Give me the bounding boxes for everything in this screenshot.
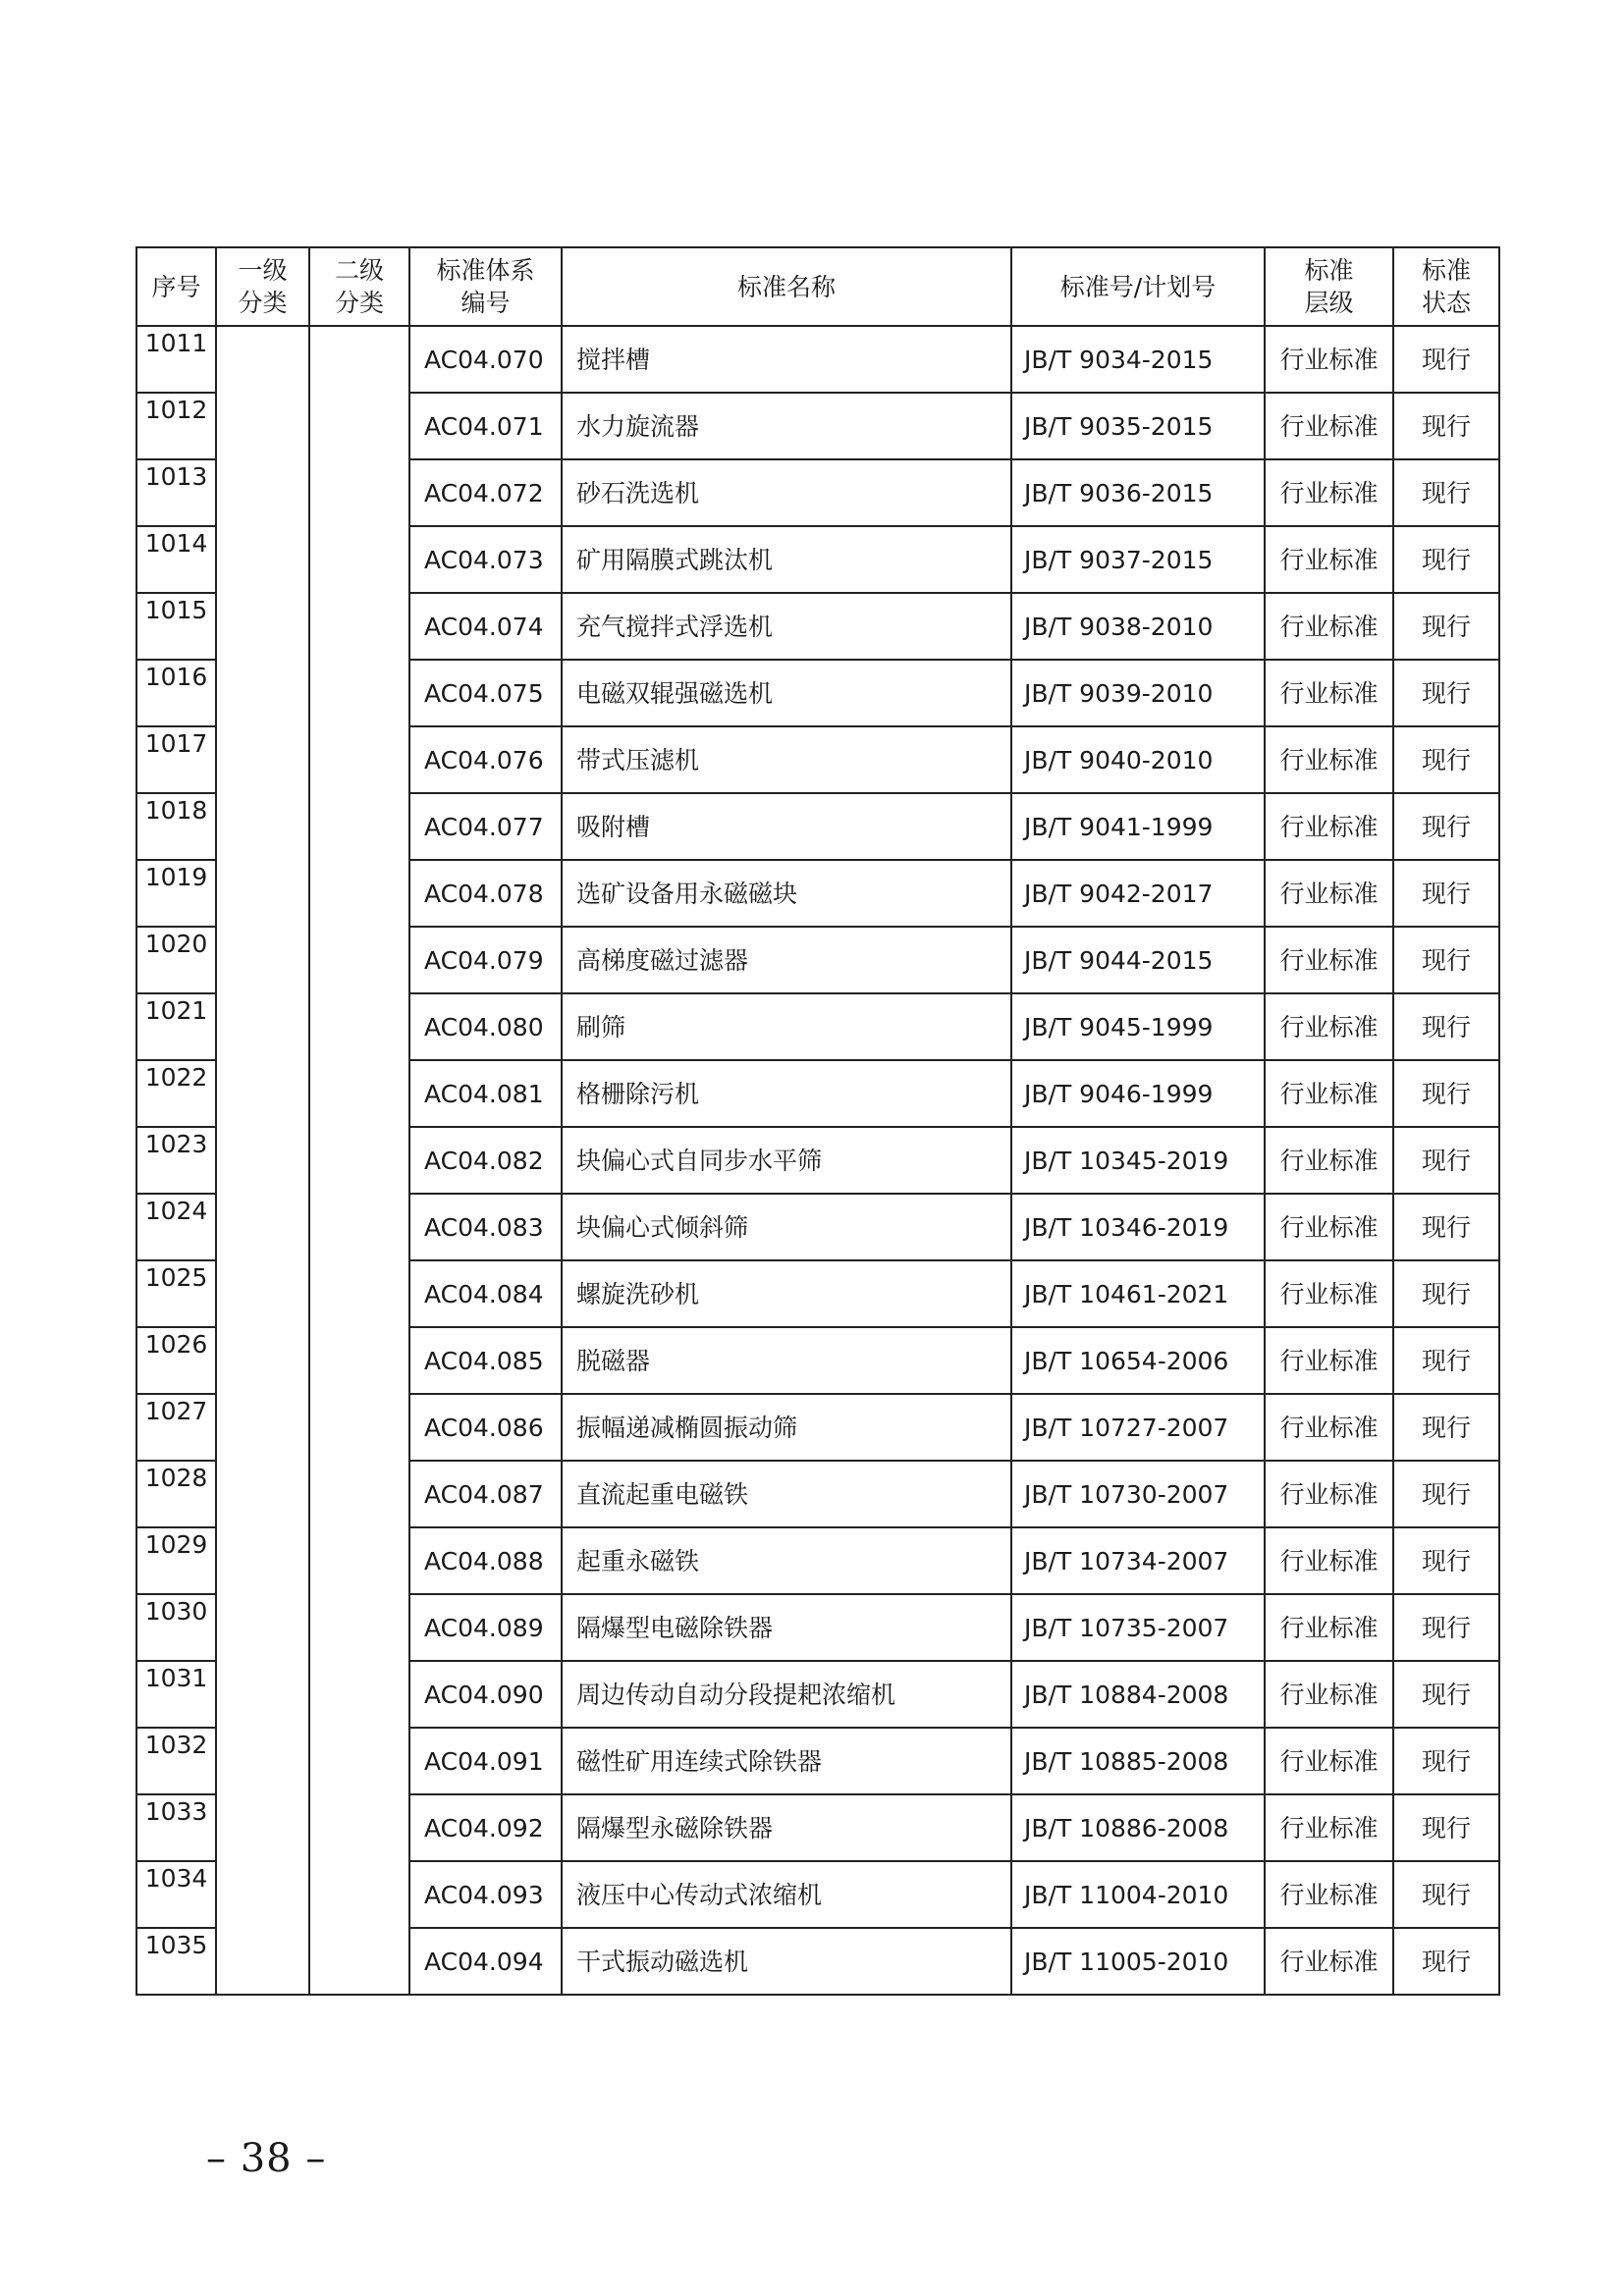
row-name-cell: 直流起重电磁铁 [562, 1461, 1011, 1527]
row-seq-cell: 1022 [136, 1060, 216, 1127]
row-level-cell: 行业标准 [1265, 1594, 1393, 1661]
header-level1-line2: 分类 [238, 289, 288, 317]
header-level1-line1: 一级 [238, 256, 288, 285]
row-name-cell: 选矿设备用永磁磁块 [562, 860, 1011, 927]
header-code-line2: 编号 [460, 289, 511, 317]
row-level-cell: 行业标准 [1265, 860, 1393, 927]
row-code-cell: AC04.082 [409, 1127, 562, 1194]
row-name-cell: 块偏心式倾斜筛 [562, 1194, 1011, 1260]
row-level-cell: 行业标准 [1265, 593, 1393, 660]
row-seq-cell: 1031 [136, 1661, 216, 1728]
header-code [409, 247, 562, 326]
row-number-cell: JB/T 11005-2010 [1011, 1928, 1265, 1995]
row-code-cell: AC04.091 [409, 1728, 562, 1794]
row-name-cell: 螺旋洗砂机 [562, 1260, 1011, 1327]
row-name-cell: 液压中心传动式浓缩机 [562, 1861, 1011, 1928]
row-level-cell: 行业标准 [1265, 526, 1393, 593]
row-number-cell: JB/T 9037-2015 [1011, 526, 1265, 593]
row-seq-cell: 1028 [136, 1461, 216, 1527]
row-seq-cell: 1025 [136, 1260, 216, 1327]
header-level2-line2: 分类 [334, 289, 384, 317]
row-status-cell: 现行 [1393, 660, 1499, 726]
row-status-cell: 现行 [1393, 326, 1499, 393]
row-number-cell: JB/T 9040-2010 [1011, 726, 1265, 793]
row-status-cell: 现行 [1393, 1794, 1499, 1861]
header-level-line2: 层级 [1304, 289, 1354, 317]
row-code-cell: AC04.084 [409, 1260, 562, 1327]
row-seq-cell: 1033 [136, 1794, 216, 1861]
row-name-cell: 周边传动自动分段提耙浓缩机 [562, 1661, 1011, 1728]
row-code-cell: AC04.072 [409, 459, 562, 526]
row-name-cell: 电磁双辊强磁选机 [562, 660, 1011, 726]
row-level-cell: 行业标准 [1265, 1394, 1393, 1461]
row-code-cell: AC04.074 [409, 593, 562, 660]
row-code-cell: AC04.070 [409, 326, 562, 393]
header-number-line: 标准号/计划号 [1059, 272, 1217, 301]
row-code-cell: AC04.078 [409, 860, 562, 927]
row-status-cell: 现行 [1393, 726, 1499, 793]
row-seq-cell: 1029 [136, 1527, 216, 1594]
row-name-cell: 搅拌槽 [562, 326, 1011, 393]
row-number-cell: JB/T 9039-2010 [1011, 660, 1265, 726]
row-level-cell: 行业标准 [1265, 993, 1393, 1060]
row-seq-cell: 1014 [136, 526, 216, 593]
header-status-line2: 状态 [1421, 289, 1471, 317]
row-code-cell: AC04.088 [409, 1527, 562, 1594]
row-name-cell: 隔爆型永磁除铁器 [562, 1794, 1011, 1861]
row-name-cell: 磁性矿用连续式除铁器 [562, 1728, 1011, 1794]
row-name-cell: 带式压滤机 [562, 726, 1011, 793]
header-level-line1: 标准 [1304, 256, 1354, 285]
row-seq-cell: 1013 [136, 459, 216, 526]
table-header [136, 247, 1499, 326]
row-code-cell: AC04.083 [409, 1194, 562, 1260]
standards-table [135, 246, 1500, 1996]
row-status-cell: 现行 [1393, 1728, 1499, 1794]
row-level-cell: 行业标准 [1265, 1728, 1393, 1794]
header-seq-line: 序号 [151, 272, 201, 301]
row-status-cell: 现行 [1393, 459, 1499, 526]
row-number-cell: JB/T 9041-1999 [1011, 793, 1265, 860]
row-number-cell: JB/T 10885-2008 [1011, 1728, 1265, 1794]
header-status [1393, 247, 1499, 326]
row-name-cell: 充气搅拌式浮选机 [562, 593, 1011, 660]
row-code-cell: AC04.075 [409, 660, 562, 726]
row-name-cell: 块偏心式自同步水平筛 [562, 1127, 1011, 1194]
row-code-cell: AC04.081 [409, 1060, 562, 1127]
row-level-cell: 行业标准 [1265, 393, 1393, 459]
row-status-cell: 现行 [1393, 1928, 1499, 1995]
row-code-cell: AC04.090 [409, 1661, 562, 1728]
row-status-cell: 现行 [1393, 1394, 1499, 1461]
row-seq-cell: 1026 [136, 1327, 216, 1394]
row-level-cell: 行业标准 [1265, 660, 1393, 726]
row-status-cell: 现行 [1393, 526, 1499, 593]
row-level-cell: 行业标准 [1265, 1527, 1393, 1594]
table-row [136, 326, 1499, 393]
row-seq-cell: 1023 [136, 1127, 216, 1194]
row-code-cell: AC04.079 [409, 927, 562, 993]
header-name-line: 标准名称 [736, 272, 836, 301]
row-status-cell: 现行 [1393, 993, 1499, 1060]
row-status-cell: 现行 [1393, 1594, 1499, 1661]
row-name-cell: 起重永磁铁 [562, 1527, 1011, 1594]
row-status-cell: 现行 [1393, 1461, 1499, 1527]
row-status-cell: 现行 [1393, 793, 1499, 860]
row-name-cell: 振幅递减椭圆振动筛 [562, 1394, 1011, 1461]
row-level-cell: 行业标准 [1265, 326, 1393, 393]
row-status-cell: 现行 [1393, 1127, 1499, 1194]
row-seq-cell: 1035 [136, 1928, 216, 1995]
row-level-cell: 行业标准 [1265, 1127, 1393, 1194]
row-name-cell: 砂石洗选机 [562, 459, 1011, 526]
row-status-cell: 现行 [1393, 1194, 1499, 1260]
row-level-cell: 行业标准 [1265, 1194, 1393, 1260]
row-number-cell: JB/T 9046-1999 [1011, 1060, 1265, 1127]
header-status-line1: 标准 [1421, 256, 1471, 285]
row-number-cell: JB/T 11004-2010 [1011, 1861, 1265, 1928]
header-level [1265, 247, 1393, 326]
row-level-cell: 行业标准 [1265, 1928, 1393, 1995]
row-number-cell: JB/T 10886-2008 [1011, 1794, 1265, 1861]
header-level2 [309, 247, 409, 326]
level2-category-cell [309, 326, 409, 1995]
row-code-cell: AC04.076 [409, 726, 562, 793]
row-number-cell: JB/T 10727-2007 [1011, 1394, 1265, 1461]
row-code-cell: AC04.089 [409, 1594, 562, 1661]
table-body [136, 326, 1499, 1995]
row-level-cell: 行业标准 [1265, 1861, 1393, 1928]
row-level-cell: 行业标准 [1265, 1461, 1393, 1527]
page-number: – 38 – [206, 2136, 327, 2181]
header-code-line1: 标准体系 [436, 256, 535, 285]
header-row [136, 247, 1499, 326]
row-status-cell: 现行 [1393, 393, 1499, 459]
row-code-cell: AC04.092 [409, 1794, 562, 1861]
row-seq-cell: 1018 [136, 793, 216, 860]
row-level-cell: 行业标准 [1265, 1327, 1393, 1394]
header-level1 [216, 247, 309, 326]
row-code-cell: AC04.093 [409, 1861, 562, 1928]
row-seq-cell: 1016 [136, 660, 216, 726]
row-level-cell: 行业标准 [1265, 459, 1393, 526]
row-level-cell: 行业标准 [1265, 1661, 1393, 1728]
row-number-cell: JB/T 9038-2010 [1011, 593, 1265, 660]
row-name-cell: 隔爆型电磁除铁器 [562, 1594, 1011, 1661]
row-code-cell: AC04.087 [409, 1461, 562, 1527]
row-name-cell: 高梯度磁过滤器 [562, 927, 1011, 993]
row-seq-cell: 1030 [136, 1594, 216, 1661]
row-seq-cell: 1032 [136, 1728, 216, 1794]
row-number-cell: JB/T 10461-2021 [1011, 1260, 1265, 1327]
row-name-cell: 吸附槽 [562, 793, 1011, 860]
row-number-cell: JB/T 10884-2008 [1011, 1661, 1265, 1728]
row-name-cell: 格栅除污机 [562, 1060, 1011, 1127]
row-number-cell: JB/T 10730-2007 [1011, 1461, 1265, 1527]
row-number-cell: JB/T 9036-2015 [1011, 459, 1265, 526]
row-code-cell: AC04.086 [409, 1394, 562, 1461]
row-name-cell: 干式振动磁选机 [562, 1928, 1011, 1995]
header-level2-line1: 二级 [334, 256, 384, 285]
row-level-cell: 行业标准 [1265, 793, 1393, 860]
header-seq [136, 247, 216, 326]
row-status-cell: 现行 [1393, 1060, 1499, 1127]
row-status-cell: 现行 [1393, 927, 1499, 993]
row-status-cell: 现行 [1393, 1260, 1499, 1327]
level1-category-cell [216, 326, 309, 1995]
row-number-cell: JB/T 10345-2019 [1011, 1127, 1265, 1194]
row-code-cell: AC04.094 [409, 1928, 562, 1995]
row-seq-cell: 1034 [136, 1861, 216, 1928]
row-name-cell: 脱磁器 [562, 1327, 1011, 1394]
row-number-cell: JB/T 9034-2015 [1011, 326, 1265, 393]
row-status-cell: 现行 [1393, 860, 1499, 927]
row-seq-cell: 1021 [136, 993, 216, 1060]
row-number-cell: JB/T 9035-2015 [1011, 393, 1265, 459]
row-level-cell: 行业标准 [1265, 1794, 1393, 1861]
row-status-cell: 现行 [1393, 1861, 1499, 1928]
row-seq-cell: 1019 [136, 860, 216, 927]
row-seq-cell: 1012 [136, 393, 216, 459]
row-seq-cell: 1011 [136, 326, 216, 393]
row-number-cell: JB/T 10346-2019 [1011, 1194, 1265, 1260]
row-status-cell: 现行 [1393, 1327, 1499, 1394]
header-number [1011, 247, 1265, 326]
row-code-cell: AC04.077 [409, 793, 562, 860]
row-seq-cell: 1027 [136, 1394, 216, 1461]
row-number-cell: JB/T 10734-2007 [1011, 1527, 1265, 1594]
row-code-cell: AC04.073 [409, 526, 562, 593]
row-number-cell: JB/T 9045-1999 [1011, 993, 1265, 1060]
row-name-cell: 矿用隔膜式跳汰机 [562, 526, 1011, 593]
row-number-cell: JB/T 10654-2006 [1011, 1327, 1265, 1394]
row-seq-cell: 1017 [136, 726, 216, 793]
row-code-cell: AC04.085 [409, 1327, 562, 1394]
row-level-cell: 行业标准 [1265, 1060, 1393, 1127]
row-seq-cell: 1015 [136, 593, 216, 660]
row-status-cell: 现行 [1393, 1527, 1499, 1594]
row-seq-cell: 1024 [136, 1194, 216, 1260]
row-number-cell: JB/T 10735-2007 [1011, 1594, 1265, 1661]
row-seq-cell: 1020 [136, 927, 216, 993]
row-level-cell: 行业标准 [1265, 1260, 1393, 1327]
row-number-cell: JB/T 9042-2017 [1011, 860, 1265, 927]
row-status-cell: 现行 [1393, 593, 1499, 660]
row-level-cell: 行业标准 [1265, 927, 1393, 993]
header-name [562, 247, 1011, 326]
row-code-cell: AC04.071 [409, 393, 562, 459]
row-status-cell: 现行 [1393, 1661, 1499, 1728]
row-number-cell: JB/T 9044-2015 [1011, 927, 1265, 993]
row-name-cell: 刷筛 [562, 993, 1011, 1060]
row-code-cell: AC04.080 [409, 993, 562, 1060]
row-name-cell: 水力旋流器 [562, 393, 1011, 459]
row-level-cell: 行业标准 [1265, 726, 1393, 793]
